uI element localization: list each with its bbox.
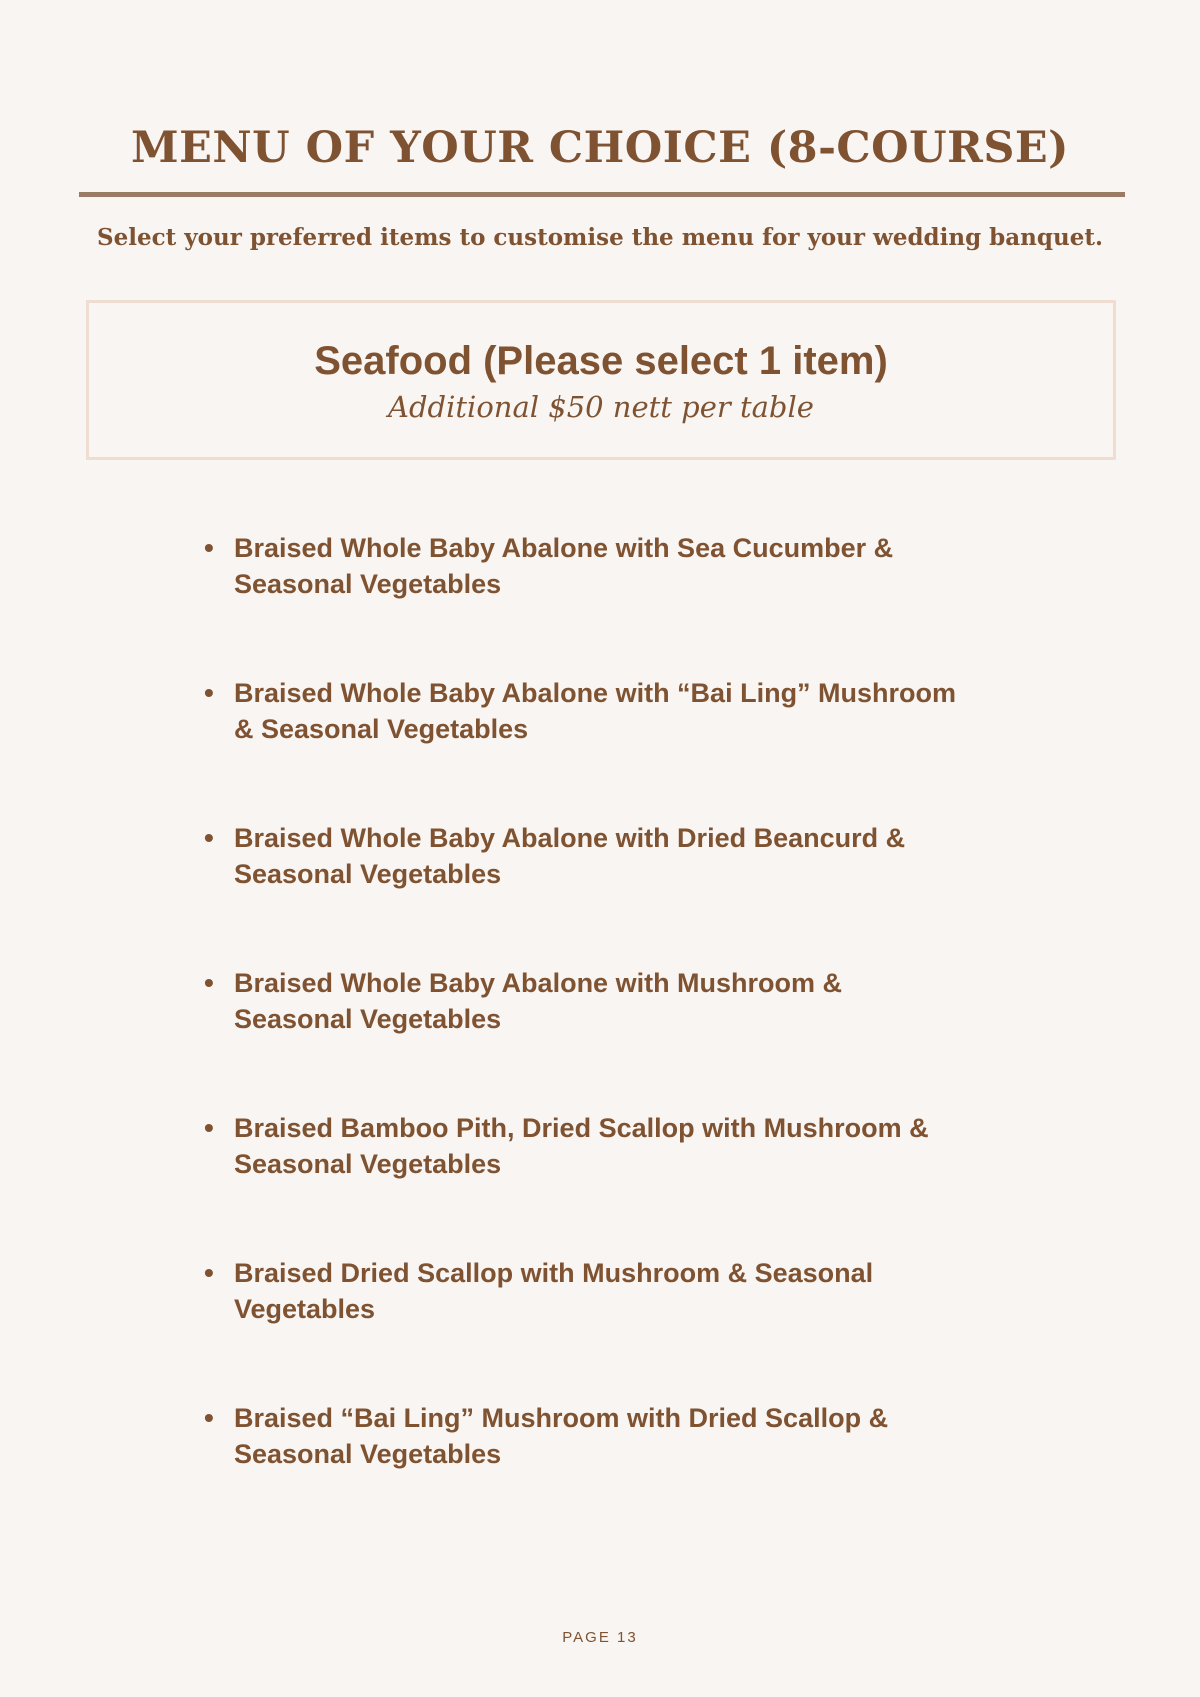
title-divider bbox=[79, 192, 1125, 197]
bullet-icon: • bbox=[204, 677, 214, 708]
bullet-icon: • bbox=[204, 532, 214, 563]
section-heading: Seafood (Please select 1 item) bbox=[314, 339, 888, 383]
menu-item-line2: Vegetables bbox=[234, 1294, 376, 1324]
menu-item-line2: & Seasonal Vegetables bbox=[234, 714, 529, 744]
menu-item-line2: Seasonal Vegetables bbox=[234, 1004, 502, 1034]
bullet-icon: • bbox=[204, 822, 214, 853]
menu-item[interactable] bbox=[204, 530, 1004, 602]
menu-item-line2: Seasonal Vegetables bbox=[234, 1149, 502, 1179]
menu-item-line1: Braised Whole Baby Abalone with Dried Beancurd & bbox=[234, 823, 906, 853]
page-title: MENU OF YOUR CHOICE (8-COURSE) bbox=[130, 123, 1070, 173]
bullet-icon: • bbox=[204, 967, 214, 998]
menu-item-line1: Braised Whole Baby Abalone with Mushroom & bbox=[234, 968, 843, 998]
section-header-box bbox=[86, 300, 1116, 460]
menu-item-line1: Braised Whole Baby Abalone with Sea Cucumber & bbox=[234, 533, 894, 563]
bullet-icon: • bbox=[204, 1257, 214, 1288]
menu-item-line1: Braised Dried Scallop with Mushroom & Seasonal bbox=[234, 1258, 874, 1288]
bullet-icon: • bbox=[204, 1402, 214, 1433]
menu-item[interactable] bbox=[204, 1400, 1004, 1472]
bullet-icon: • bbox=[204, 1112, 214, 1143]
menu-item-line2: Seasonal Vegetables bbox=[234, 569, 502, 599]
menu-item-line2: Seasonal Vegetables bbox=[234, 1439, 502, 1469]
menu-item-line1: Braised Bamboo Pith, Dried Scallop with Mushroom & bbox=[234, 1113, 929, 1143]
menu-item[interactable] bbox=[204, 965, 1004, 1037]
menu-item[interactable] bbox=[204, 675, 1004, 747]
page-number: PAGE 13 bbox=[562, 1629, 638, 1646]
menu-item[interactable] bbox=[204, 1255, 1004, 1327]
intro-text: Select your preferred items to customise the menu for your wedding banquet. bbox=[97, 224, 1103, 251]
menu-item-line1: Braised Whole Baby Abalone with “Bai Ling” Mushroom bbox=[234, 678, 957, 708]
menu-item-line1: Braised “Bai Ling” Mushroom with Dried Scallop & bbox=[234, 1403, 889, 1433]
menu-item[interactable] bbox=[204, 820, 1004, 892]
menu-item[interactable] bbox=[204, 1110, 1004, 1182]
menu-item-line2: Seasonal Vegetables bbox=[234, 859, 502, 889]
section-price-note: Additional $50 nett per table bbox=[388, 390, 814, 424]
